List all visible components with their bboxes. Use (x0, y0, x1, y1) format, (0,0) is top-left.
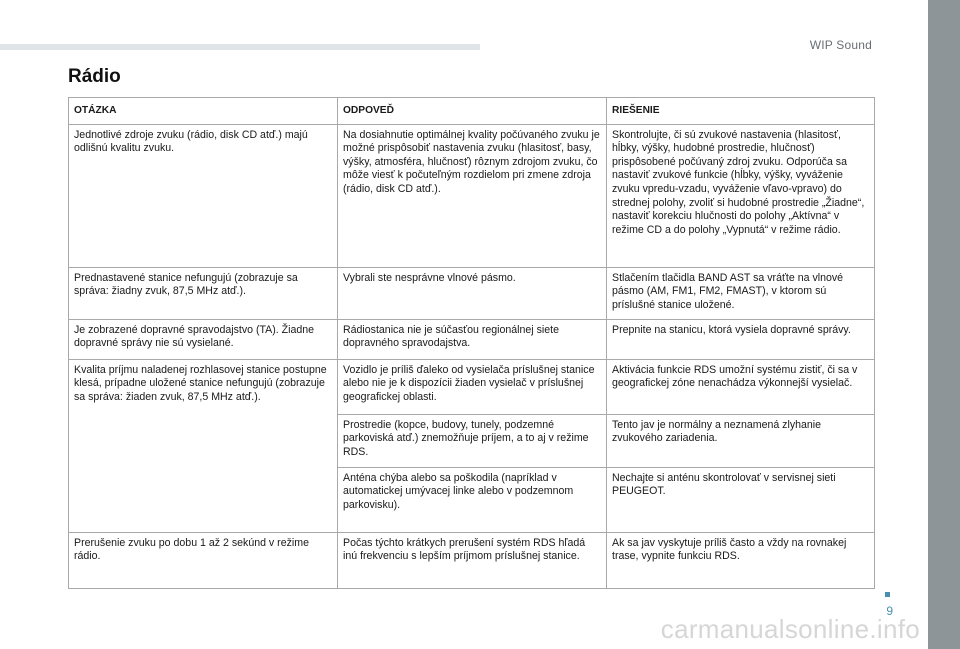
answer-cell: Vozidlo je príliš ďaleko od vysielača príslušnej stanice alebo nie je k dispozícii žiaden vysielač v príslušnej geografickej oblasti. (338, 359, 607, 414)
question-cell: Jednotlivé zdroje zvuku (rádio, disk CD atď.) majú odlišnú kvalitu zvuku. (69, 124, 338, 267)
column-header-question: OTÁZKA (69, 98, 338, 125)
question-cell: Prednastavené stanice nefungujú (zobrazuje sa správa: žiadny zvuk, 87,5 MHz atď.). (69, 267, 338, 319)
solution-cell: Stlačením tlačidla BAND AST sa vráťte na vlnové pásmo (AM, FM1, FM2, FMAST), v ktorom sú príslušné stanice uložené. (607, 267, 875, 319)
header-divider-bar (0, 44, 480, 50)
side-tab-strip (928, 0, 960, 649)
solution-cell: Tento jav je normálny a neznamená zlyhanie zvukového zariadenia. (607, 414, 875, 467)
question-cell: Kvalita príjmu naladenej rozhlasovej stanice postupne klesá, prípadne uložené stanice nefungujú (zobrazuje sa správa: žiaden zvuk, 87,5 MHz atď.). (69, 359, 338, 532)
solution-cell: Skontrolujte, či sú zvukové nastavenia (hlasitosť, hĺbky, výšky, hudobné prostredie, hlučnosť) prispôsobené počúvaný zdroj zvuku. Odporúča sa nastaviť zvukové funkcie (hĺbky, výšky, vyváženie zvuku vpredu-vzadu, vyváženie vľavo-vpravo) do strednej polohy, zvoliť si hudobné prostredie „Žiadne“, nastaviť korekciu hlučnosti do polohy „Aktívna“ v režime CD a do polohy „Vypnutá“ v režime rádio. (607, 124, 875, 267)
solution-cell: Prepnite na stanicu, ktorá vysiela dopravné správy. (607, 319, 875, 359)
table-header-row (69, 98, 875, 125)
solution-cell: Ak sa jav vyskytuje príliš často a vždy na rovnakej trase, vypnite funkciu RDS. (607, 532, 875, 588)
column-header-solution: RIEŠENIE (607, 98, 875, 125)
table-row (69, 319, 875, 359)
page-title: Rádio (68, 66, 121, 87)
watermark: carmanualsonline.info (660, 614, 920, 644)
page-marker-square (885, 592, 890, 597)
answer-cell: Počas týchto krátkych prerušení systém RDS hľadá inú frekvenciu s lepším príjmom príslušnej stanice. (338, 532, 607, 588)
answer-cell: Prostredie (kopce, budovy, tunely, podzemné parkoviská atď.) znemožňuje príjem, a to aj v režime RDS. (338, 414, 607, 467)
section-name: WIP Sound (809, 38, 872, 52)
answer-cell: Anténa chýba alebo sa poškodila (napríklad v automatickej umývacej linke alebo v podzemnom parkovisku). (338, 467, 607, 532)
table-row (69, 124, 875, 267)
column-header-answer: ODPOVEĎ (338, 98, 607, 125)
table-row (69, 267, 875, 319)
solution-cell: Aktivácia funkcie RDS umožní systému zistiť, či sa v geografickej zóne nenachádza výkonnejší vysielač. (607, 359, 875, 414)
table-row (69, 532, 875, 588)
solution-cell: Nechajte si anténu skontrolovať v servisnej sieti PEUGEOT. (607, 467, 875, 532)
question-cell: Prerušenie zvuku po dobu 1 až 2 sekúnd v režime rádio. (69, 532, 338, 588)
answer-cell: Rádiostanica nie je súčasťou regionálnej siete dopravného spravodajstva. (338, 319, 607, 359)
answer-cell: Vybrali ste nesprávne vlnové pásmo. (338, 267, 607, 319)
page-number: 9 (886, 604, 893, 618)
table-row (69, 359, 875, 414)
answer-cell: Na dosiahnutie optimálnej kvality počúvaného zvuku je možné prispôsobiť nastavenia zvuku (hlasitosť, basy, výšky, atmosféra, hlučnosť) rôznym zdrojom zvuku, čo môže viesť k počuteľným rozdielom pri zmene zdroja (rádio, disk CD atď.). (338, 124, 607, 267)
troubleshooting-table (68, 97, 875, 589)
question-cell: Je zobrazené dopravné spravodajstvo (TA). Žiadne dopravné správy nie sú vysielané. (69, 319, 338, 359)
